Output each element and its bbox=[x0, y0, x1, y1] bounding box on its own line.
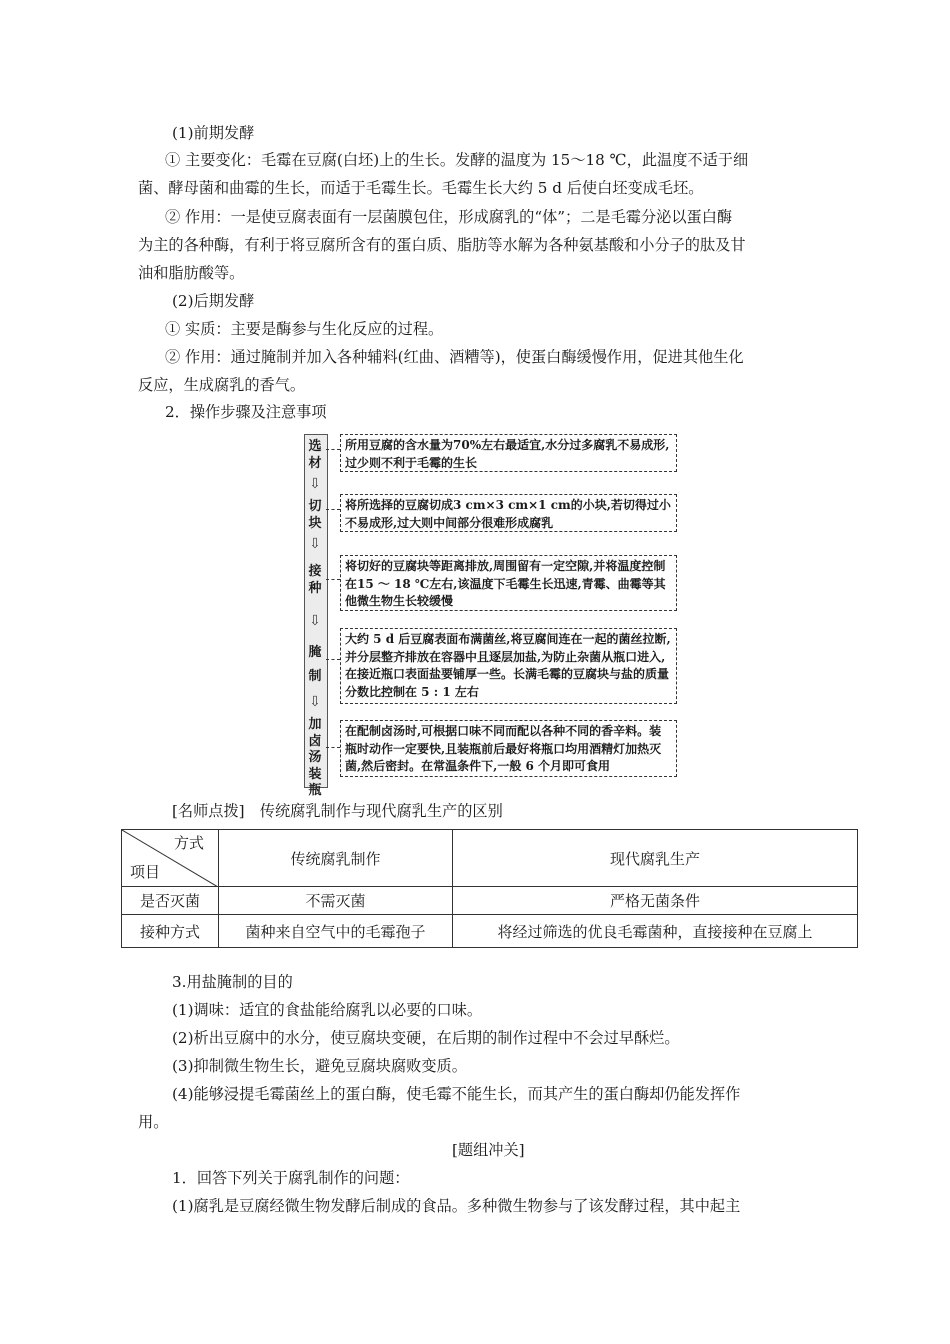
heading-steps: 2．操作步骤及注意事项 bbox=[165, 403, 327, 421]
table-header: 现代腐乳生产 bbox=[453, 830, 858, 887]
paragraph-line: (3)抑制微生物生长，避免豆腐块腐败变质。 bbox=[172, 1057, 467, 1075]
flow-connector bbox=[326, 509, 340, 510]
flow-connector bbox=[326, 747, 340, 748]
flow-step-cut bbox=[300, 498, 330, 532]
table-cell: 严格无菌条件 bbox=[453, 887, 858, 915]
down-arrow-icon: ⇩ bbox=[309, 476, 321, 492]
heading-early-fermentation: (1)前期发酵 bbox=[172, 124, 255, 142]
paragraph-line: ② 作用：通过腌制并加入各种辅料(红曲、酒糟等)，使蛋白酶缓慢作用，促进其他生化 bbox=[165, 348, 744, 366]
table-cell: 接种方式 bbox=[122, 915, 219, 948]
comparison-table bbox=[121, 829, 858, 948]
heading-salting-purpose: 3.用盐腌制的目的 bbox=[172, 973, 293, 991]
flow-connector bbox=[326, 659, 340, 660]
down-arrow-icon: ⇩ bbox=[309, 536, 321, 552]
flow-step-label: 接种 bbox=[308, 564, 322, 596]
flow-connector bbox=[326, 579, 340, 580]
table-row bbox=[122, 915, 858, 948]
table-row bbox=[122, 887, 858, 915]
heading-late-fermentation: (2)后期发酵 bbox=[172, 292, 255, 310]
paragraph-line: ① 实质：主要是酶参与生化反应的过程。 bbox=[165, 320, 444, 338]
paragraph-line: 油和脂肪酸等。 bbox=[138, 264, 245, 282]
table-header-row bbox=[122, 830, 858, 887]
paragraph-line: 为主的各种酶，有利于将豆腐所含有的蛋白质、脂肪等水解为各种氨基酸和小分子的肽及甘 bbox=[138, 236, 746, 254]
table-cell: 将经过筛选的优良毛霉菌种，直接接种在豆腐上 bbox=[453, 915, 858, 948]
paragraph-line: ② 作用：一是使豆腐表面有一层菌膜包住，形成腐乳的“体”；二是毛霉分泌以蛋白酶 bbox=[165, 208, 733, 226]
table-header: 传统腐乳制作 bbox=[219, 830, 453, 887]
paragraph-line: (4)能够浸提毛霉菌丝上的蛋白酶，使毛霉不能生长，而其产生的蛋白酶却仍能发挥作 bbox=[172, 1085, 741, 1103]
flow-note-salt: 大约 5 d 后豆腐表面布满菌丝,将豆腐间连在一起的菌丝拉断,并分层整齐排放在容器中且逐层加盐,为防止杂菌从瓶口进入,在接近瓶口表面盐要铺厚一些。长满毛霉的豆腐块与盐的质量分数比控制在 5 : 1 左右 bbox=[340, 628, 677, 704]
process-flow-diagram bbox=[300, 431, 681, 798]
paragraph-line: 反应，生成腐乳的香气。 bbox=[138, 376, 306, 394]
flow-connector bbox=[326, 449, 340, 450]
section-heading-exercises: [题组冲关] bbox=[452, 1141, 525, 1159]
paragraph-line: (2)析出豆腐中的水分，使豆腐块变硬，在后期的制作过程中不会过早酥烂。 bbox=[172, 1029, 680, 1047]
teacher-tip-heading: [名师点拨] 传统腐乳制作与现代腐乳生产的区别 bbox=[172, 802, 503, 820]
flow-step-select bbox=[300, 438, 330, 472]
flow-note-cut: 将所选择的豆腐切成3 cm×3 cm×1 cm的小块,若切得过小不易成形,过大则中间部分很难形成腐乳 bbox=[340, 494, 677, 532]
paragraph-line: 用。 bbox=[138, 1113, 169, 1131]
flow-step-salt bbox=[300, 641, 330, 689]
corner-label-item: 项目 bbox=[130, 863, 161, 881]
flow-step-label: 切块 bbox=[308, 499, 322, 531]
flow-note-brine-bottle: 在配制卤汤时,可根据口味不同而配以各种不同的香辛料。装瓶时动作一定要快,且装瓶前后最好将瓶口均用酒精灯加热灭菌,然后密封。在常温条件下,一般 6 个月即可食用 bbox=[340, 720, 677, 777]
down-arrow-icon: ⇩ bbox=[309, 694, 321, 710]
paragraph-line: (1)腐乳是豆腐经微生物发酵后制成的食品。多种微生物参与了该发酵过程，其中起主 bbox=[172, 1197, 741, 1215]
question-heading: 1．回答下列关于腐乳制作的问题： bbox=[172, 1169, 410, 1187]
table-cell: 是否灭菌 bbox=[122, 887, 219, 915]
paragraph-line: 菌、酵母菌和曲霉的生长，而适于毛霉生长。毛霉生长大约 5 d 后使白坯变成毛坯。 bbox=[138, 179, 704, 197]
flow-note-inoculate: 将切好的豆腐块等距离排放,周围留有一定空隙,并将温度控制在15 ～ 18 ℃左右,该温度下毛霉生长迅速,青霉、曲霉等其他微生物生长较缓慢 bbox=[340, 555, 677, 611]
flow-step-label: 腌制 bbox=[308, 645, 322, 684]
down-arrow-icon: ⇩ bbox=[309, 613, 321, 629]
flow-step-inoculate bbox=[300, 563, 330, 597]
table-corner-cell bbox=[122, 830, 219, 887]
paragraph-line: ① 主要变化：毛霉在豆腐(白坯)上的生长。发酵的温度为 15～18 ℃，此温度不适于细 bbox=[165, 151, 749, 169]
corner-label-mode: 方式 bbox=[173, 834, 204, 852]
paragraph-line: (1)调味：适宜的食盐能给腐乳以必要的口味。 bbox=[172, 1001, 483, 1019]
flow-note-select: 所用豆腐的含水量为70%左右最适宜,水分过多腐乳不易成形,过少则不利于毛霉的生长 bbox=[340, 434, 677, 472]
table-cell: 菌种来自空气中的毛霉孢子 bbox=[219, 915, 453, 948]
flow-step-brine-bottle bbox=[300, 717, 330, 800]
flow-step-label: 选材 bbox=[308, 439, 322, 471]
flow-step-label: 加卤汤装瓶 bbox=[308, 717, 322, 798]
table-cell: 不需灭菌 bbox=[219, 887, 453, 915]
